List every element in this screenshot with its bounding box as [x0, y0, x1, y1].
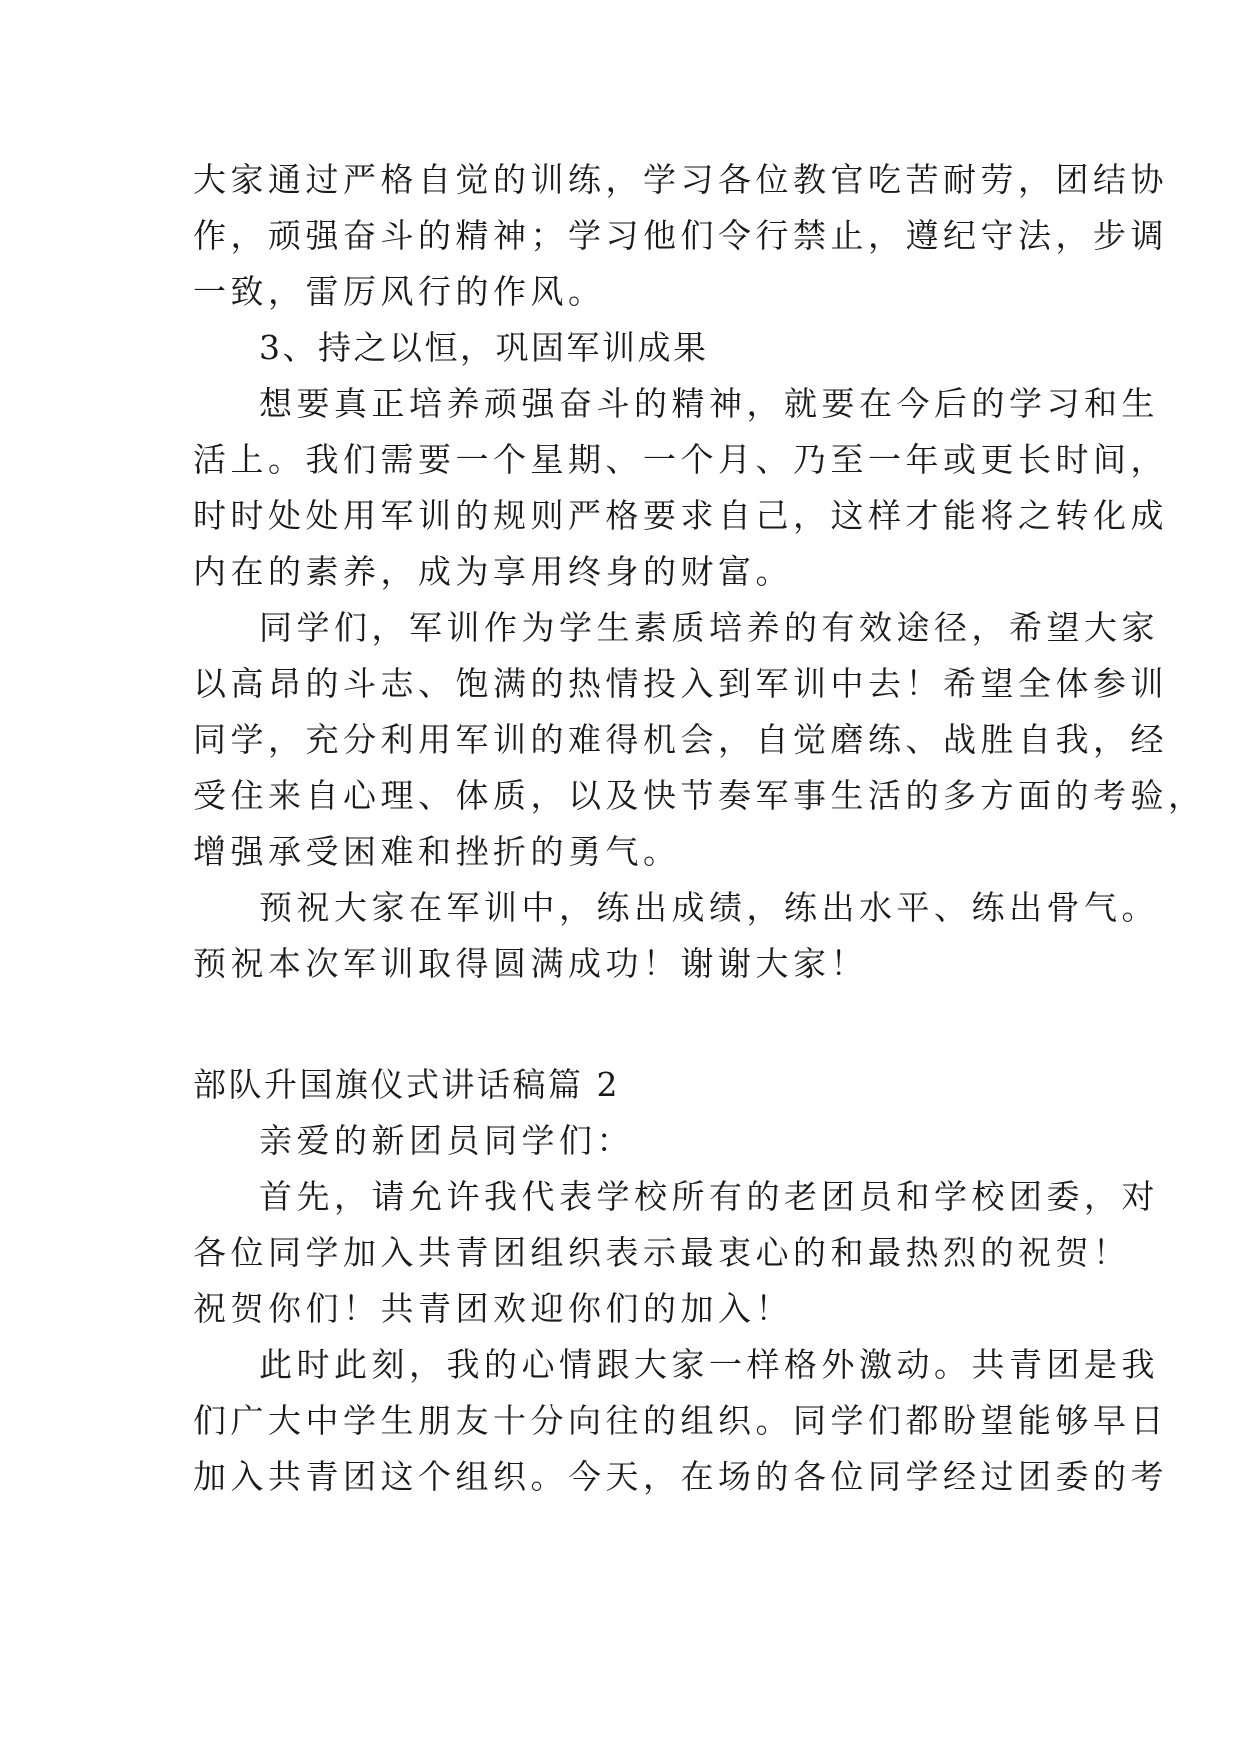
paragraph-line: 同学，充分利用军训的难得机会，自觉磨练、战胜自我，经	[193, 720, 1168, 759]
paragraph-line: 预祝本次军训取得圆满成功！谢谢大家！	[193, 944, 868, 983]
paragraph-line: 各位同学加入共青团组织表示最衷心的和最热烈的祝贺！	[193, 1233, 1131, 1272]
paragraph-line: 大家通过严格自觉的训练，学习各位教官吃苦耐劳，团结协	[193, 160, 1168, 199]
article-title: 部队升国旗仪式讲话稿篇 2	[193, 1065, 620, 1104]
paragraph-line: 想要真正培养顽强奋斗的精神，就要在今后的学习和生	[259, 384, 1159, 423]
paragraph-line: 增强承受困难和挫折的勇气。	[193, 832, 681, 871]
paragraph-line: 活上。我们需要一个星期、一个月、乃至一年或更长时间，	[193, 440, 1168, 479]
paragraph-line: 受住来自心理、体质，以及快节奏军事生活的多方面的考验，	[193, 776, 1206, 815]
paragraph-line: 一致，雷厉风行的作风。	[193, 272, 606, 311]
salutation: 亲爱的新团员同学们：	[259, 1121, 634, 1160]
section-heading: 3、持之以恒，巩固军训成果	[259, 328, 709, 367]
paragraph-line: 祝贺你们！共青团欢迎你们的加入！	[193, 1289, 793, 1328]
paragraph-line: 以高昂的斗志、饱满的热情投入到军训中去！希望全体参训	[193, 664, 1168, 703]
paragraph-line: 首先，请允许我代表学校所有的老团员和学校团委，对	[259, 1177, 1159, 1216]
paragraph-line: 预祝大家在军训中，练出成绩，练出水平、练出骨气。	[259, 888, 1159, 927]
paragraph-line: 此时此刻，我的心情跟大家一样格外激动。共青团是我	[259, 1345, 1159, 1384]
paragraph-line: 同学们，军训作为学生素质培养的有效途径，希望大家	[259, 608, 1159, 647]
paragraph-line: 们广大中学生朋友十分向往的组织。同学们都盼望能够早日	[193, 1401, 1168, 1440]
paragraph-line: 内在的素养，成为享用终身的财富。	[193, 552, 793, 591]
paragraph-line: 作，顽强奋斗的精神；学习他们令行禁止，遵纪守法，步调	[193, 216, 1168, 255]
paragraph-line: 时时处处用军训的规则严格要求自己，这样才能将之转化成	[193, 496, 1168, 535]
paragraph-line: 加入共青团这个组织。今天，在场的各位同学经过团委的考	[193, 1457, 1168, 1496]
